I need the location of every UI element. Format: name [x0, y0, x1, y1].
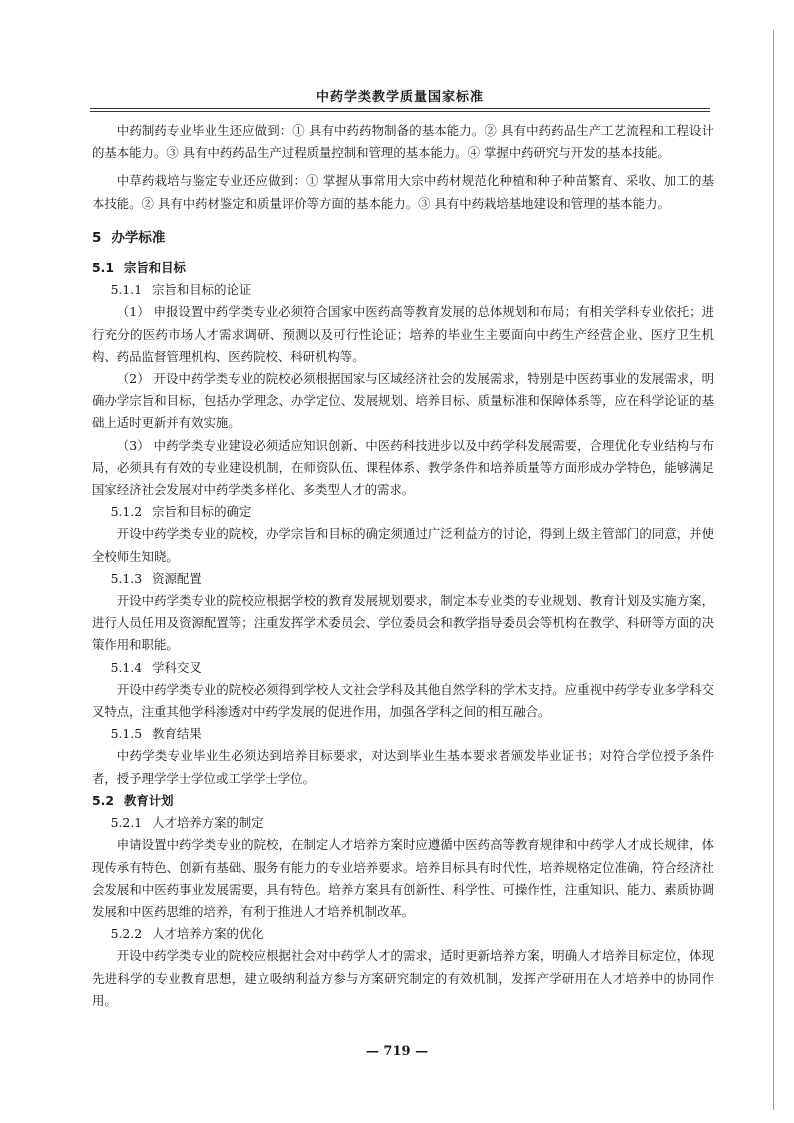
subsubsection-number: 5.2.2 [110, 926, 143, 942]
header-rule [90, 108, 710, 112]
subsubsection-heading-5-1-3 [92, 568, 714, 590]
subsection-heading-5-2 [92, 790, 714, 812]
subsection-title: 宗旨和目标 [123, 260, 186, 276]
paragraph-5-1-1-item-2: （2） 开设中药学类专业的院校必须根据国家与区域经济社会的发展需求，特别是中医药事业的发展需求，明确办学宗旨和目标，包括办学理念、办学定位、发展规划、培养目标、质量标准和保障体系等，应在科学论证的基础上适时更新并有效实施。 [92, 371, 714, 431]
subsubsection-heading-5-2-2 [92, 923, 714, 945]
subsubsection-title: 人才培养方案的优化 [152, 926, 264, 942]
scan-edge-line [773, 30, 774, 1110]
subsection-number: 5.2 [92, 792, 114, 808]
section-title: 办学标准 [111, 229, 166, 246]
section-heading-5 [92, 227, 714, 249]
paragraph-5-1-1-item-1: （1） 申报设置中药学类专业必须符合国家中医药高等教育发展的总体规划和布局；有相关学科专业依托；进行充分的医药市场人才需求调研、预测以及可行性论证；培养的毕业生主要面向中药生产经营企业、医疗卫生机构、药品监督管理机构、医药院校、科研机构等。 [92, 304, 714, 364]
section-number: 5 [92, 229, 102, 246]
subsubsection-heading-5-1-4 [92, 657, 714, 679]
paragraph-5-1-1-item-3: （3） 中药学类专业建设必须适应知识创新、中医药科技进步以及中药学科发展需要，合理优化专业结构与布局，必须具有有效的专业建设机制，在师资队伍、课程体系、教学条件和培养质量等方面形成办学特色，能够满足国家经济社会发展对中药学类多样化、多类型人才的需求。 [92, 437, 714, 498]
paragraph-5-2-1: 申请设置中药学类专业的院校，在制定人才培养方案时应遵循中医药高等教育规律和中药学人才成长规律，体现传承有特色、创新有基础、服务有能力的专业培养要求。培养目标具有时代性，培养规格定位准确，符合经济社会发展和中医药事业发展需要，具有特色。培养方案具有创新性、科学性、可操作性，注重知识、能力、素质协调发展和中医药思维的培养，有利于推进人才培养机制改革。 [92, 837, 714, 919]
paragraph-5-1-4: 开设中药学类专业的院校必须得到学校人文社会学科及其他自然学科的学术支持。应重视中药学专业多学科交叉特点，注重其他学科渗透对中药学发展的促进作用，加强各学科之间的相互融合。 [92, 681, 714, 720]
subsubsection-title: 宗旨和目标的确定 [152, 504, 252, 520]
paragraph-5-1-3: 开设中药学类专业的院校应根据学校的教育发展规划要求，制定本专业类的专业规划、教育计划及实施方案，进行人员任用及资源配置等；注重发挥学术委员会、学位委员会和教学指导委员会等机构在教学、科研等方面的决策作用和职能。 [92, 593, 714, 653]
subsubsection-title: 学科交叉 [152, 659, 202, 675]
subsubsection-number: 5.2.1 [110, 815, 143, 831]
subsubsection-number: 5.1.2 [110, 504, 143, 520]
subsubsection-heading-5-1-5 [92, 723, 714, 745]
page-number: — 719 — [365, 1044, 429, 1059]
subsubsection-heading-5-1-2 [92, 501, 714, 523]
subsubsection-number: 5.1.5 [110, 726, 143, 742]
subsubsection-heading-5-1-1 [92, 279, 714, 301]
paragraph-5-1-2: 开设中药学类专业的院校，办学宗旨和目标的确定须通过广泛利益方的讨论，得到上级主管部门的同意，并使全校师生知晓。 [92, 526, 714, 564]
subsection-heading-5-1 [92, 257, 714, 279]
page-body [92, 120, 714, 1012]
subsubsection-number: 5.1.1 [110, 282, 143, 298]
running-header: 中药学类教学质量国家标准 [315, 90, 484, 105]
subsubsection-title: 教育结果 [152, 726, 202, 742]
subsection-title: 教育计划 [123, 792, 174, 808]
subsubsection-heading-5-2-1 [92, 812, 714, 834]
intro-paragraph-herb-cultivation: 中草药栽培与鉴定专业还应做到：① 掌握从事常用大宗中药材规范化种植和种子种苗繁育、采收、加工的基本技能。② 具有中药材鉴定和质量评价等方面的基本能力。③ 具有中药栽培基地建设和管理的基本能力。 [92, 173, 714, 211]
subsubsection-title: 人才培养方案的制定 [152, 815, 264, 831]
intro-paragraph-pharmaceutics: 中药制药专业毕业生还应做到：① 具有中药药物制备的基本能力。② 具有中药药品生产工艺流程和工程设计的基本能力。③ 具有中药药品生产过程质量控制和管理的基本能力。④ 掌握中药研究与开发的基本技能。 [92, 123, 714, 161]
subsubsection-title: 宗旨和目标的论证 [152, 282, 252, 298]
paragraph-5-2-2: 开设中药学类专业的院校应根据社会对中药学人才的需求，适时更新培养方案，明确人才培养目标定位，体现先进科学的专业教育思想，建立吸纳利益方参与方案研究制定的有效机制，发挥产学研用在人才培养中的协同作用。 [92, 948, 714, 1008]
subsubsection-title: 资源配置 [152, 570, 202, 586]
paragraph-5-1-5: 中药学类专业毕业生必须达到培养目标要求，对达到毕业生基本要求者颁发毕业证书；对符合学位授予条件者，授予理学学士学位或工学学士学位。 [92, 748, 714, 786]
subsubsection-number: 5.1.3 [110, 570, 143, 586]
subsubsection-number: 5.1.4 [110, 659, 143, 675]
subsection-number: 5.1 [92, 260, 114, 276]
